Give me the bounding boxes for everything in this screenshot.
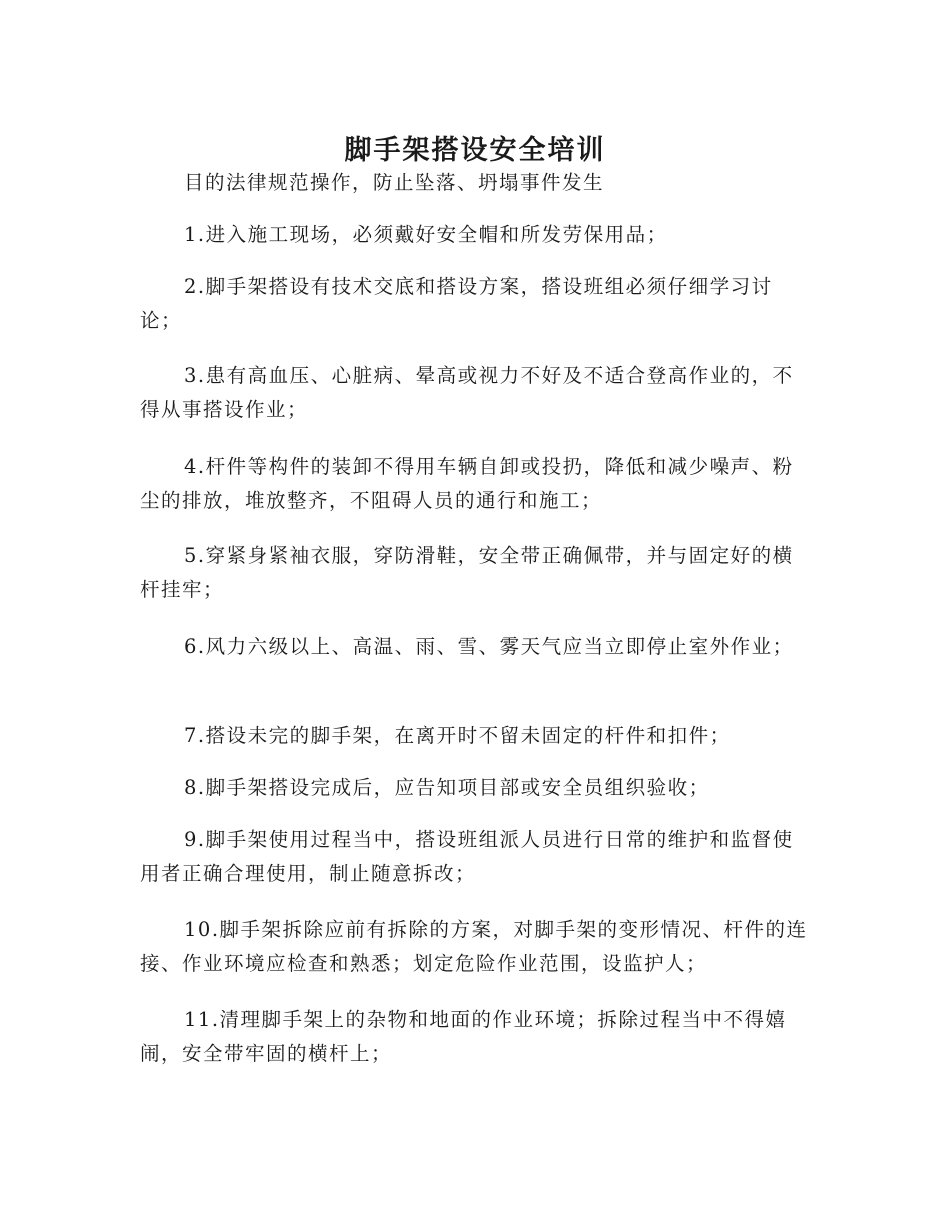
list-item: 1.进入施工现场，必须戴好安全帽和所发劳保用品； [184,223,668,246]
list-item: 6.风力六级以上、高温、雨、雪、雾天气应当立即停止室外作业； [184,635,794,658]
list-item: 5.穿紧身紧袖衣服，穿防滑鞋，安全带正确佩带，并与固定好的横杆挂牢； [140,544,794,601]
list-item: 3.患有高血压、心脏病、晕高或视力不好及不适合登高作业的，不得从事搭设作业； [140,364,794,421]
document-title: 脚手架搭设安全培训 [344,135,606,167]
list-item: 2.脚手架搭设有技术交底和搭设方案，搭设班组必须仔细学习讨论； [140,275,773,332]
list-item: 11.清理脚手架上的杂物和地面的作业环境；拆除过程当中不得嬉闹，安全带牢固的横杆上； [140,1008,787,1065]
intro-paragraph: 目的法律规范操作，防止坠落、坍塌事件发生 [184,171,605,194]
list-item: 8.脚手架搭设完成后，应告知项目部或安全员组织验收； [184,776,710,799]
list-item: 7.搭设未完的脚手架，在离开时不留未固定的杆件和扣件； [184,724,731,747]
list-item: 9.脚手架使用过程当中，搭设班组派人员进行日常的维护和监督使用者正确合理使用，制止随意拆改； [140,828,794,885]
list-item: 4.杆件等构件的装卸不得用车辆自卸或投扔，降低和减少噪声、粉尘的排放，堆放整齐，不阻碍人员的通行和施工； [140,455,794,512]
list-item: 10.脚手架拆除应前有拆除的方案，对脚手架的变形情况、杆件的连接、作业环境应检查和熟悉；划定危险作业范围，设监护人； [140,918,808,975]
